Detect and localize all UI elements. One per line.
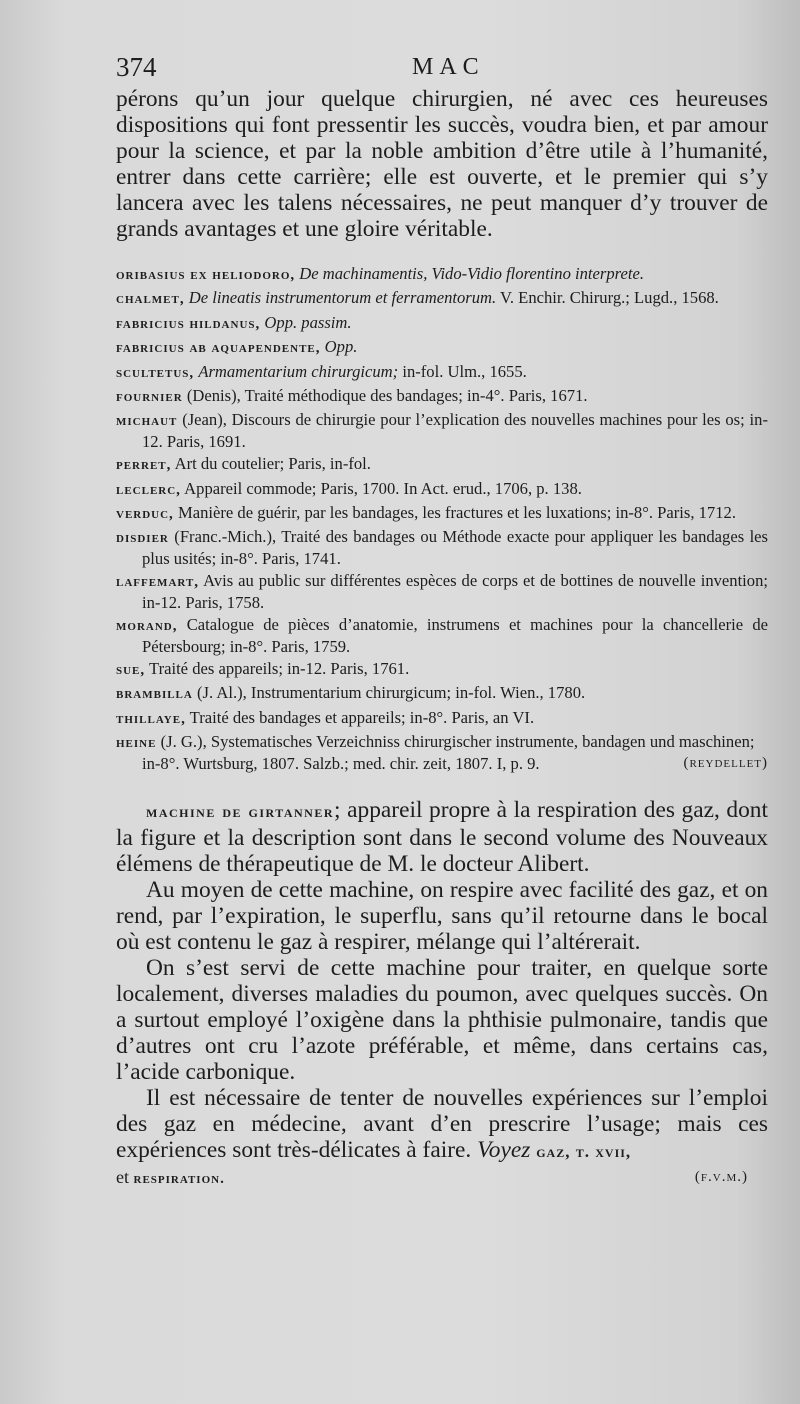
reference-author: morand,	[116, 618, 178, 635]
reference-details: Appareil commode; Paris, 1700. In Act. erud., 1706, p. 138.	[184, 478, 582, 498]
reference-author: thillaye,	[116, 710, 186, 727]
reference-entry	[116, 527, 768, 568]
article-paragraph-4-text: Il est nécessaire de tenter de nouvelles expériences sur l’emploi des gaz en médecine, avant d’en prescrire l’usage; mais ces expériences sont très-délicates à faire.	[116, 1084, 768, 1163]
article-paragraph-4	[116, 1085, 768, 1165]
reference-title: Opp.	[324, 337, 358, 357]
reference-title: Armamentarium chirurgicum;	[198, 361, 399, 381]
reference-author: leclerc,	[116, 481, 181, 498]
reference-details: Catalogue de pièces d’anatomie, instrumens et machines pour la chancellerie de Pétersbourg; in-8°. Paris, 1759.	[142, 615, 768, 656]
reference-entry	[116, 732, 768, 773]
reference-entry	[116, 615, 768, 656]
reference-author: fournier	[116, 389, 183, 406]
reference-entry	[116, 386, 768, 407]
article-paragraph-2: Au moyen de cette machine, on respire avec facilité des gaz, et on rend, par l’expiration, le superflu, sans qu’il retourne dans le bocal où est contenu le gaz à respirer, mélange qui l’altérerait.	[116, 876, 768, 955]
reference-author: verduc,	[116, 506, 174, 523]
running-head: MAC	[412, 54, 485, 80]
reference-details: (J. Al.), Instrumentarium chirurgicum; in-fol. Wien., 1780.	[197, 683, 586, 703]
reference-details: Art du coutelier; Paris, in-fol.	[174, 454, 371, 474]
reference-author: heine	[116, 735, 157, 752]
reference-entry	[116, 683, 768, 704]
reference-author: perret,	[116, 457, 172, 474]
see-ref-gaz-tail: , t. xvii,	[565, 1141, 632, 1161]
page-content	[116, 86, 768, 1191]
reference-details: Avis au public sur différentes espèces de corps et de bottines de nouvelle invention; in-12. Paris, 1758.	[142, 571, 768, 612]
intro-paragraph: pérons qu’un jour quelque chirurgien, né avec ces heureuses dispositions qui font pressentir les succès, voudra bien, et par amour pour la science, et par la noble ambition d’être utile à l’humanité, entrer dans cette carrière; elle est ouverte, et le premier qui s’y lancera avec les talens nécessaires, ne peut manquer d’y trouver de grands avantages et une gloire véritable.	[116, 86, 768, 242]
article-head-word: machine de girtanner	[146, 801, 335, 821]
reference-title: De lineatis instrumentorum et ferramentorum.	[188, 288, 497, 308]
reference-title: De machinamentis, Vido-Vidio florentino interprete.	[299, 264, 644, 283]
reference-author: oribasius ex heliodoro,	[116, 267, 296, 283]
reference-entry	[116, 410, 768, 451]
reference-details: V. Enchir. Chirurg.; Lugd., 1568.	[500, 288, 719, 308]
reference-details: Traité des bandages et appareils; in-8°. Paris, an VI.	[189, 707, 535, 727]
reference-details: (J. G.), Systematisches Verzeichniss chirurgischer instrumente, bandagen und maschinen; in-8°. Wurtsburg, 1807. Salzb.; med. chir. zeit, 1807. I, p. 9.	[142, 732, 755, 773]
reference-author: fabricius hildanus,	[116, 315, 261, 332]
reference-details: (Franc.-Mich.), Traité des bandages ou Méthode exacte pour appliquer les bandages les plus usités; in-8°. Paris, 1741.	[142, 527, 769, 568]
reference-author: laffemart,	[116, 574, 200, 591]
reference-title: Opp. passim.	[264, 312, 352, 332]
reference-details: (Jean), Discours de chirurgie pour l’explication des nouvelles machines pour les os; in-12. Paris, 1691.	[142, 410, 768, 451]
page-number: 374	[116, 52, 157, 82]
reference-entry	[116, 659, 768, 680]
reference-author: sue,	[116, 661, 146, 678]
see-ref-respiration: respiration.	[133, 1170, 225, 1187]
article-signature: (f.v.m.)	[694, 1168, 748, 1185]
reference-author: brambilla	[116, 686, 193, 703]
reference-details: in-fol. Ulm., 1655.	[402, 361, 527, 381]
reference-entry	[116, 264, 768, 285]
reference-entry	[116, 362, 768, 383]
reference-author: disdier	[116, 530, 169, 547]
reference-author: fabricius ab aquapendente,	[116, 340, 321, 357]
reference-author: scultetus,	[116, 364, 195, 381]
article-see-line	[116, 1165, 768, 1191]
bibliography	[116, 264, 768, 773]
reference-entry	[116, 708, 768, 729]
article-machine-de-girtanner	[116, 797, 768, 1191]
reference-details: (Denis), Traité méthodique des bandages; in-4°. Paris, 1671.	[186, 386, 588, 406]
reference-entry	[116, 288, 768, 309]
see-joiner: et	[116, 1166, 129, 1187]
article-paragraph-3: On s’est servi de cette machine pour traiter, en quelque sorte localement, diverses maladies du poumon, avec quelques succès. On a surtout employé l’oxigène dans la phthisie pulmonaire, tandis que d’autres ont cru l’azote préférable, et même, dans certains cas, l’acide carbonique.	[116, 954, 768, 1085]
reference-signature: (reydellet)	[683, 754, 768, 771]
article-definition-text: ; appareil propre à la respiration des gaz, dont la figure et la description sont dans le second volume des Nouveaux élémens de thérapeutique de M. le docteur Alibert.	[116, 796, 769, 877]
reference-entry	[116, 337, 768, 358]
see-ref-gaz: gaz	[536, 1141, 566, 1161]
reference-entry	[116, 503, 768, 524]
reference-author: michaut	[116, 413, 178, 430]
reference-entry	[116, 571, 768, 612]
see-word: Voyez	[477, 1136, 531, 1163]
reference-details: Manière de guérir, par les bandages, les fractures et les luxations; in-8°. Paris, 1712.	[177, 503, 736, 523]
reference-details: Traité des appareils; in-12. Paris, 1761.	[149, 658, 410, 678]
page-header	[116, 52, 760, 86]
reference-author: chalmet,	[116, 291, 185, 308]
reference-entry	[116, 313, 768, 334]
reference-entry	[116, 479, 768, 500]
reference-entry	[116, 454, 768, 475]
article-definition	[116, 797, 768, 877]
